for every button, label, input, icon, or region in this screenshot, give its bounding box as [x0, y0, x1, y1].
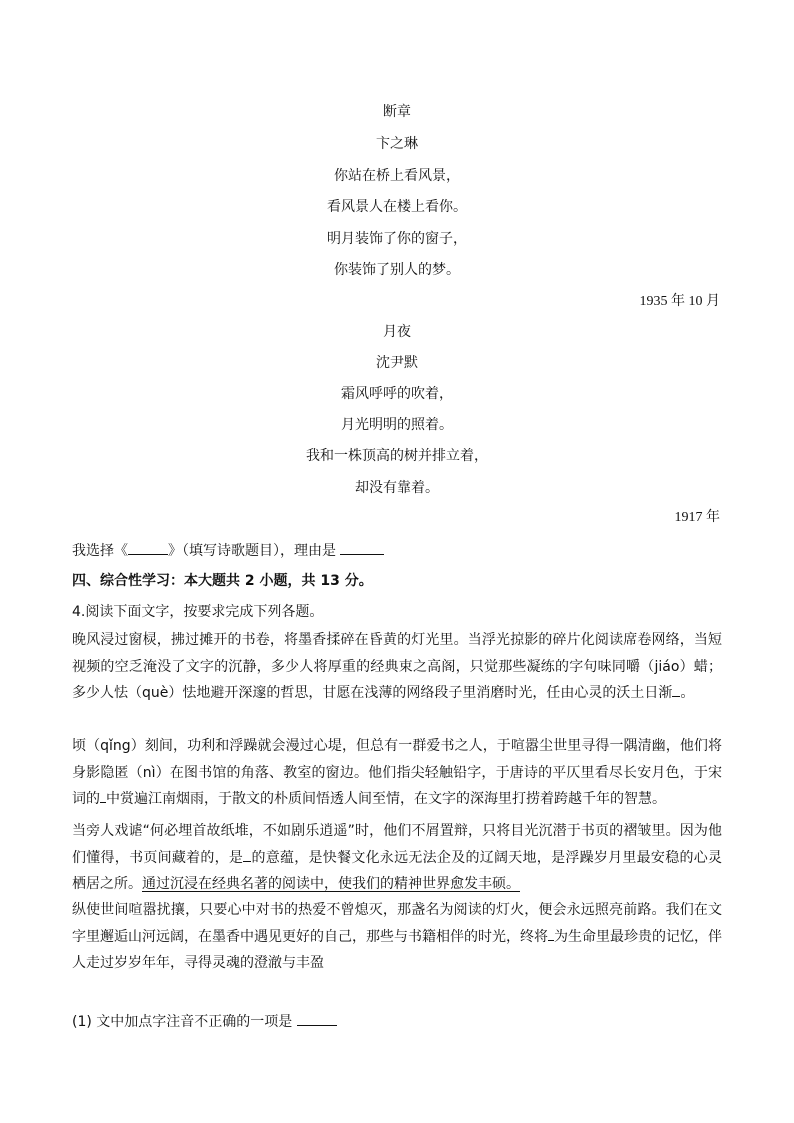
- poem2-line-2: 月光明明的照着。: [341, 417, 453, 433]
- poem1-line-3: 明月装饰了你的窗子，: [327, 231, 467, 247]
- passage-paragraph-2: 顷（qǐng）刻间，功利和浮躁就会漫过心堤，但总有一群爱书之人，于喧嚣尘世里寻得一隅清幽，他们将身影隐匿（nì）在图书馆的角落、教室的窗边。他们指尖轻触铅字，于唐诗的平仄里看尽长安月色，于宋词的 中赏遍江南烟雨，于散文的朴质间悟透人间至情，在文字的深海里打捞着跨越千年的智慧。: [72, 738, 722, 807]
- poem2-date: 1917 年: [674, 510, 720, 525]
- choice-prompt-part2: 》（填写诗歌题目），理由是: [168, 543, 336, 559]
- poem2-line-4: 却没有靠着。: [355, 480, 439, 496]
- passage-paragraph-4: 纵使世间喧嚣扰攘，只要心中对书的热爱不曾熄灭，那盏名为阅读的灯火，便会永远照亮前路。我们在文字里邂逅山河远阔，在墨香中遇见更好的自己，那些与书籍相伴的时光，终将 为生命里最珍贵的记忆，伴人走过岁岁年年，寻得灵魂的澄澈与丰盈: [72, 902, 722, 971]
- poem2-line-1: 霜风呼呼的吹着，: [341, 386, 453, 402]
- poem2-line-3: 我和一株顶高的树并排立着，: [306, 448, 488, 464]
- poem1-title: 断章: [383, 104, 411, 120]
- poem2-author: 沈尹默: [376, 355, 418, 371]
- poem1-author: 卞之琳: [376, 136, 418, 152]
- passage-paragraph-1: 晚风浸过窗棂，拂过摊开的书卷，将墨香揉碎在昏黄的灯光里。当浮光掠影的碎片化阅读席卷网络，当短视频的空乏淹没了文字的沉静，多少人将厚重的经典束之高阁，只觉那些凝练的字句味同嚼（jiáo）蜡；多少人怯（què）怯地避开深邃的哲思，甘愿在浅薄的网络段子里消磨时光，任由心灵的沃土日渐 。: [72, 632, 722, 701]
- poem-title-blank[interactable]: [128, 540, 168, 555]
- passage-paragraph-3: 当旁人戏谑“何必埋首故纸堆，不如剧乐逍遥”时，他们不屑置辩，只将目光沉潜于书页的褶皱里。因为他们懂得，书页间藏着的，是 的意蕴，是快餐文化永远无法企及的辽阔天地，是浮躁岁月里最安稳的心灵栖居之所。通过沉浸在经典名著的阅读中，使我们的精神世界愈发丰硕。: [72, 823, 723, 892]
- poem1-line-1: 你站在桥上看风景，: [334, 168, 460, 184]
- underlined-sentence: 通过沉浸在经典名著的阅读中，使我们的精神世界愈发丰硕。: [142, 876, 520, 892]
- sub-question-1: (1) 文中加点字注音不正确的一项是: [72, 1011, 337, 1032]
- poem1-line-2: 看风景人在楼上看你。: [327, 199, 467, 215]
- reason-blank[interactable]: [340, 540, 384, 555]
- question-intro: 4.阅读下面文字，按要求完成下列各题。: [72, 604, 324, 620]
- choice-prompt-part1: 我选择《: [72, 543, 128, 559]
- section-heading: 四、综合性学习：本大题共 2 小题，共 13 分。: [72, 573, 373, 589]
- choice-prompt: [72, 540, 384, 561]
- poem1-date: 1935 年 10 月: [639, 294, 720, 309]
- para3-blank[interactable]: [243, 847, 251, 862]
- poem1-line-4: 你装饰了别人的梦。: [334, 262, 460, 278]
- poem2-title: 月夜: [383, 324, 411, 340]
- sub-question-1-blank[interactable]: [297, 1011, 337, 1026]
